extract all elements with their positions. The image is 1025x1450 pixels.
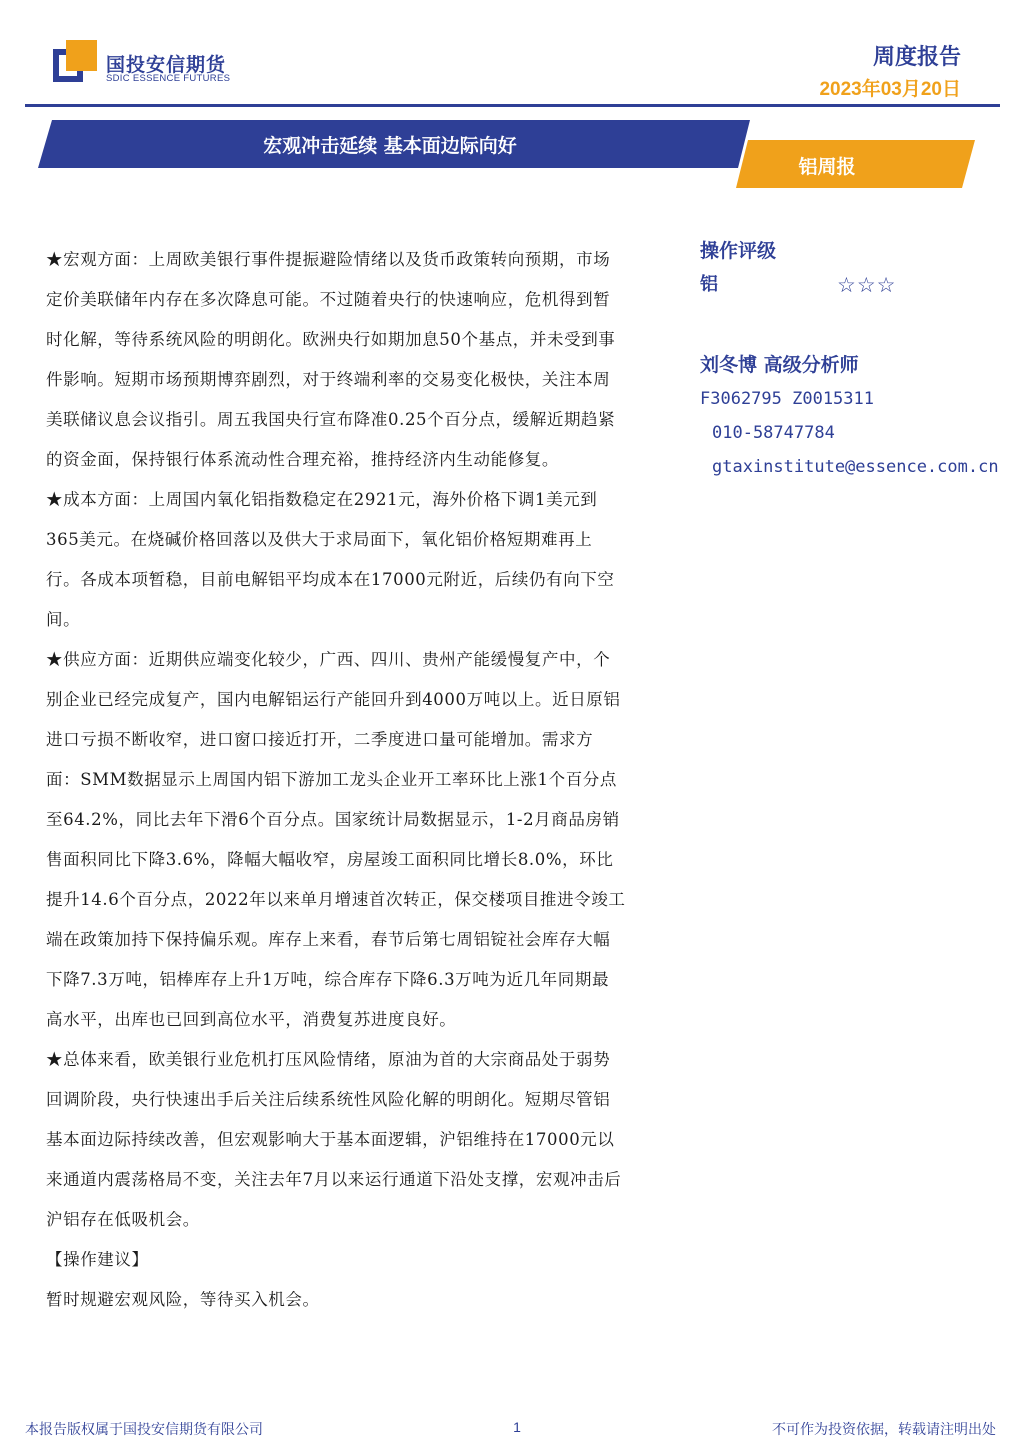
report-date: 2023年03月20日 [819, 79, 961, 100]
advice-text: 暂时规避宏观风险，等待买入机会。 [46, 1290, 320, 1309]
cost-paragraph: ★成本方面：上周国内氧化铝指数稳定在2921元，海外价格下调1美元到365美元。在烧碱价格回落以及供大于求局面下，氧化铝价格短期难再上行。各成本项暂稳，目前电解铝平均成本在17000元附近，后续仍有向下空间。 [46, 490, 615, 629]
company-name-en: SDIC ESSENCE FUTURES [106, 73, 231, 84]
rating-heading: 操作评级 [700, 240, 777, 262]
analyst-license: F3062795 Z0015311 [700, 389, 874, 409]
advice-heading: 【操作建议】 [46, 1250, 149, 1269]
rating-item: 铝 [700, 274, 718, 295]
sidebar [700, 234, 1025, 484]
header-divider [25, 104, 1000, 107]
analyst-phone: 010-58747784 [712, 423, 835, 443]
rating-stars-icon: ☆☆☆ [837, 273, 897, 297]
analyst-name: 刘冬博 高级分析师 [700, 354, 859, 376]
product-label: 铝周报 [798, 156, 856, 178]
company-logo-icon [53, 40, 97, 82]
footer-copyright: 本报告版权属于国投安信期货有限公司 [25, 1421, 263, 1437]
supply-demand-paragraph: ★供应方面：近期供应端变化较少，广西、四川、贵州产能缓慢复产中，个别企业已经完成复产，国内电解铝运行产能回升到4000万吨以上。近日原铝进口亏损不断收窄，进口窗口接近打开，二季度进口量可能增加。需求方面：SMM数据显示上周国内铝下游加工龙头企业开工率环比上涨1个百分点至64.2%，同比去年下滑6个百分点。国家统计局数据显示，1-2月商品房销售面积同比下降3.6%，降幅大幅收窄，房屋竣工面积同比增长8.0%，环比提升14.6个百分点，2022年以来单月增速首次转正，保交楼项目推进令竣工端在政策加持下保持偏乐观。库存上来看，春节后第七周铝锭社会库存大幅下降7.3万吨，铝棒库存上升1万吨，综合库存下降6.3万吨为近几年同期最高水平，出库也已回到高位水平，消费复苏进度良好。 [46, 650, 626, 1029]
report-type: 周度报告 [872, 44, 961, 69]
macro-paragraph: ★宏观方面：上周欧美银行事件提振避险情绪以及货币政策转向预期，市场定价美联储年内存在多次降息可能。不过随着央行的快速响应，危机得到暂时化解，等待系统风险的明朗化。欧洲央行如期加息50个基点，并未受到事件影响。短期市场预期博弈剧烈，对于终端利率的交易变化极快，关注本周美联储议息会议指引。周五我国央行宣布降准0.25个百分点，缓解近期趋紧的资金面，保持银行体系流动性合理充裕，推持经济内生动能修复。 [46, 250, 616, 469]
company-name-cn: 国投安信期货 [106, 55, 227, 76]
report-body [46, 240, 626, 1320]
footer-disclaimer: 不可作为投资依据，转载请注明出处 [772, 1421, 996, 1437]
summary-paragraph: ★总体来看，欧美银行业危机打压风险情绪，原油为首的大宗商品处于弱势回调阶段，央行快速出手后关注后续系统性风险化解的明朗化。短期尽管铝基本面边际持续改善，但宏观影响大于基本面逻辑，沪铝维持在17000元以来通道内震荡格局不变，关注去年7月以来运行通道下沿处支撑，宏观冲击后沪铝存在低吸机会。 [46, 1050, 622, 1229]
report-headline: 宏观冲击延续 基本面边际向好 [263, 135, 517, 157]
rating-row [700, 268, 1025, 302]
analyst-email[interactable]: gtaxinstitute@essence.com.cn [712, 457, 999, 477]
page-number: 1 [513, 1419, 521, 1435]
